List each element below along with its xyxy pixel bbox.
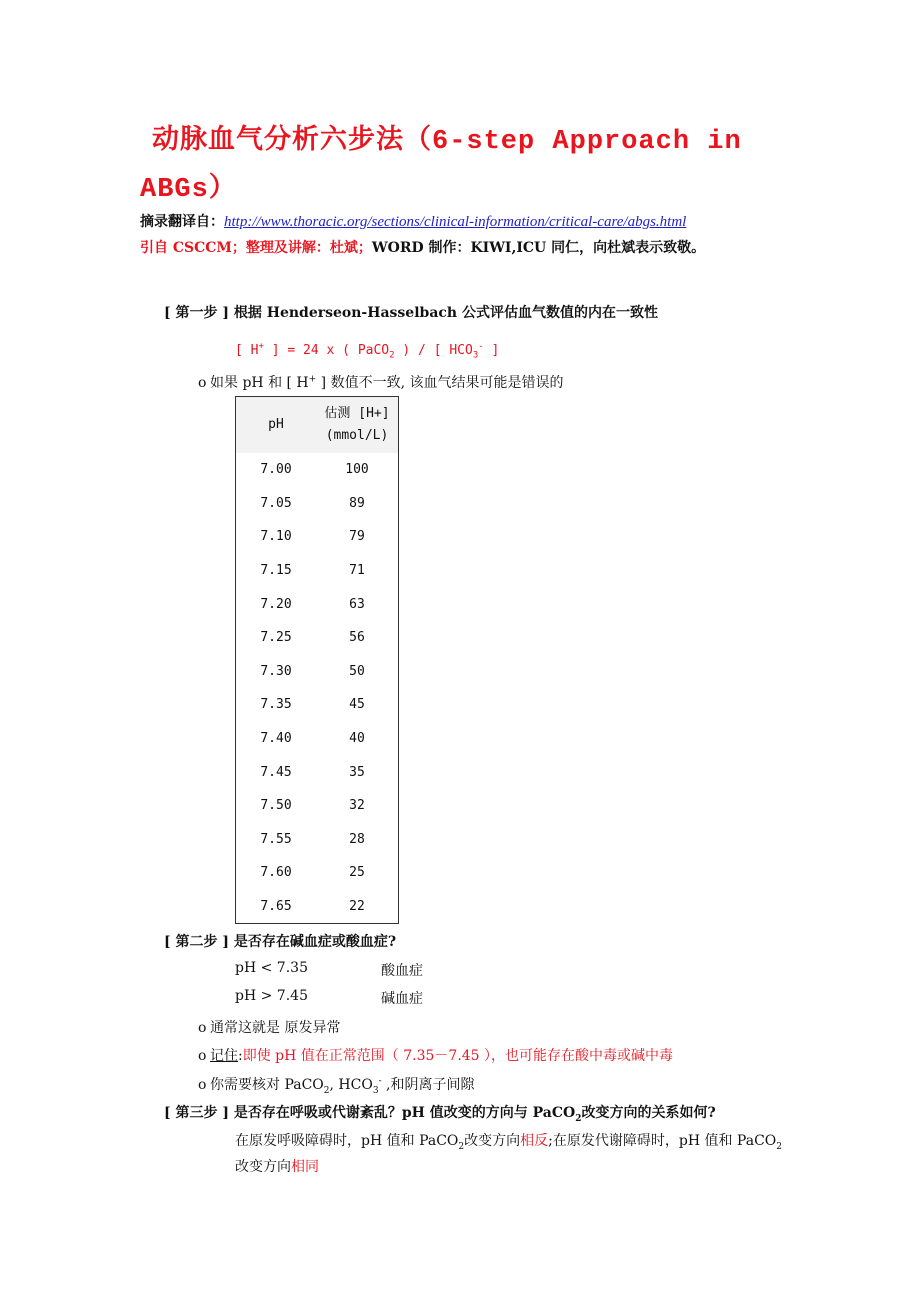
- step3-p-sub: 2: [458, 1141, 465, 1152]
- table-row: [236, 520, 399, 554]
- table-row: [236, 487, 399, 521]
- step2-bullet-3-sub: 2: [323, 1085, 330, 1096]
- table-cell-h: 22: [349, 899, 365, 915]
- table-cell-h: 40: [349, 731, 365, 747]
- step3-paragraph: [235, 1128, 795, 1180]
- table-cell-h: 45: [349, 697, 365, 713]
- step3-p-c: ;在原发代谢障碍时，pH 值和 PaCO: [548, 1133, 777, 1149]
- step1-note-a: 如果 pH 和 [ H: [210, 375, 309, 391]
- table-cell-ph: 7.45: [260, 764, 292, 780]
- ph-h-table: [235, 396, 399, 924]
- table-cell-h: 56: [349, 630, 365, 646]
- step2-bullet-1-text: 通常这就是 原发异常: [210, 1020, 341, 1036]
- table-row: [236, 554, 399, 588]
- table-cell-h: 50: [349, 663, 365, 679]
- step3-heading-sub: 2: [575, 1113, 582, 1124]
- step3-p-a: 在原发呼吸障碍时，pH 值和 PaCO: [235, 1133, 459, 1149]
- step1-note: [198, 372, 563, 392]
- table-cell-ph: 7.60: [260, 865, 292, 881]
- step2-bullet-3-b: , HCO: [329, 1077, 373, 1093]
- table-cell-h: 79: [349, 529, 365, 545]
- step1-heading: [ 第一步 ] 根据 Henderseon-Hasselbach 公式评估血气数值的内在一致性: [164, 305, 658, 321]
- table-cell-h: 25: [349, 865, 365, 881]
- step2-bullet-3: [198, 1074, 475, 1094]
- step2-bullet-3-a: 你需要核对 PaCO: [210, 1077, 324, 1093]
- step3-p-d: 改变方向: [235, 1159, 291, 1175]
- table-row: [236, 587, 399, 621]
- table-row: [236, 655, 399, 689]
- table-row: [236, 621, 399, 655]
- table-cell-ph: 7.65: [260, 899, 292, 915]
- table-cell-ph: 7.55: [260, 831, 292, 847]
- table-cell-h: 32: [349, 798, 365, 814]
- bullet-marker: o: [198, 1048, 207, 1064]
- formula-sub-b: 2: [389, 350, 395, 361]
- step3-p-sub2: 2: [776, 1141, 782, 1152]
- page-title: 动脉血气分析六步法（6-step Approach in ABGs）: [140, 127, 742, 205]
- table-cell-ph: 7.05: [260, 495, 292, 511]
- step2-bullet-3-c: ,和阴离子间隙: [381, 1077, 475, 1093]
- table-cell-ph: 7.15: [260, 563, 292, 579]
- table-cell-ph: 7.30: [260, 663, 292, 679]
- table-cell-h: 63: [349, 596, 365, 612]
- table-header-ph: pH: [236, 397, 317, 454]
- step2-bullet-2: [198, 1045, 673, 1065]
- hh-formula: [235, 341, 500, 361]
- formula-part-b: ] = 24 x ( PaCO: [263, 343, 390, 358]
- source-label: 摘录翻译自：: [140, 214, 224, 230]
- table-row: [236, 789, 399, 823]
- step2-result-1: 酸血症: [381, 963, 423, 979]
- table-row: [236, 823, 399, 857]
- credit-line: [140, 237, 705, 257]
- table-header-h-line1: 估测 [H+]: [324, 406, 390, 421]
- table-cell-ph: 7.10: [260, 529, 292, 545]
- table-cell-ph: 7.40: [260, 731, 292, 747]
- step2-cond-1: pH < 7.35: [235, 960, 308, 976]
- table-header-row: [236, 397, 399, 454]
- step1-note-sup: +: [308, 374, 317, 385]
- formula-sub-c: 3: [472, 350, 479, 361]
- remember-colon: :: [238, 1048, 243, 1064]
- step3-opposite: 相反: [520, 1133, 549, 1149]
- table-cell-ph: 7.20: [260, 596, 292, 612]
- credit-red-part: 引自 CSCCM；整理及讲解：杜斌；: [140, 240, 372, 256]
- table-cell-ph: 7.25: [260, 630, 292, 646]
- step2-bullet-1: [198, 1017, 340, 1037]
- step2-bullet-3-sup: -: [378, 1076, 382, 1087]
- step2-heading: [ 第二步 ] 是否存在碱血症或酸血症?: [164, 934, 397, 950]
- table-body: [236, 453, 399, 924]
- step2-result-2: 碱血症: [381, 991, 423, 1007]
- table-cell-h: 100: [345, 462, 369, 478]
- table-row: [236, 856, 399, 890]
- table-cell-ph: 7.35: [260, 697, 292, 713]
- step3-heading-b: 改变方向的关系如何?: [581, 1105, 716, 1121]
- table-header-h: [316, 397, 399, 454]
- credit-black-part: WORD 制作：KIWI,ICU 同仁，向杜斌表示致敬。: [371, 240, 706, 256]
- formula-sup-c: -: [478, 341, 484, 352]
- table-row: [236, 453, 399, 487]
- table-row: [236, 688, 399, 722]
- table-cell-h: 35: [349, 764, 365, 780]
- table-cell-h: 89: [349, 495, 365, 511]
- table-cell-ph: 7.00: [260, 462, 292, 478]
- table-cell-ph: 7.50: [260, 798, 292, 814]
- source-line: [140, 211, 686, 231]
- table-cell-h: 28: [349, 831, 365, 847]
- source-link[interactable]: http://www.thoracic.org/sections/clinical-information/critical-care/abgs.html: [224, 214, 687, 230]
- formula-part-c: ) / [ HCO: [394, 343, 473, 358]
- table-row: [236, 755, 399, 789]
- table-cell-h: 71: [349, 563, 365, 579]
- bullet-marker: o: [198, 1077, 207, 1093]
- remember-label: 记住: [210, 1048, 238, 1064]
- step3-same: 相同: [291, 1159, 319, 1175]
- step3-heading: [164, 1102, 716, 1122]
- step1-note-b: ] 数值不一致, 该血气结果可能是错误的: [316, 375, 564, 391]
- table-row: [236, 890, 399, 924]
- formula-part-d: ]: [483, 343, 500, 358]
- step3-p-b: 改变方向: [464, 1133, 521, 1149]
- bullet-marker: o: [198, 1020, 207, 1036]
- remember-text: 即使 pH 值在正常范围（ 7.35－7.45 ），也可能存在酸中毒或碱中毒: [242, 1048, 674, 1064]
- table-row: [236, 722, 399, 756]
- formula-sup-a: +: [258, 341, 264, 352]
- formula-part-a: [ H: [235, 343, 259, 358]
- step2-cond-2: pH > 7.45: [235, 988, 308, 1004]
- step2-bullet-3-sub2: 3: [372, 1085, 379, 1096]
- step3-heading-a: [ 第三步 ] 是否存在呼吸或代谢紊乱？pH 值改变的方向与 PaCO: [164, 1105, 576, 1121]
- bullet-marker: o: [198, 375, 207, 391]
- table-header-h-line2: (mmol/L): [325, 428, 389, 443]
